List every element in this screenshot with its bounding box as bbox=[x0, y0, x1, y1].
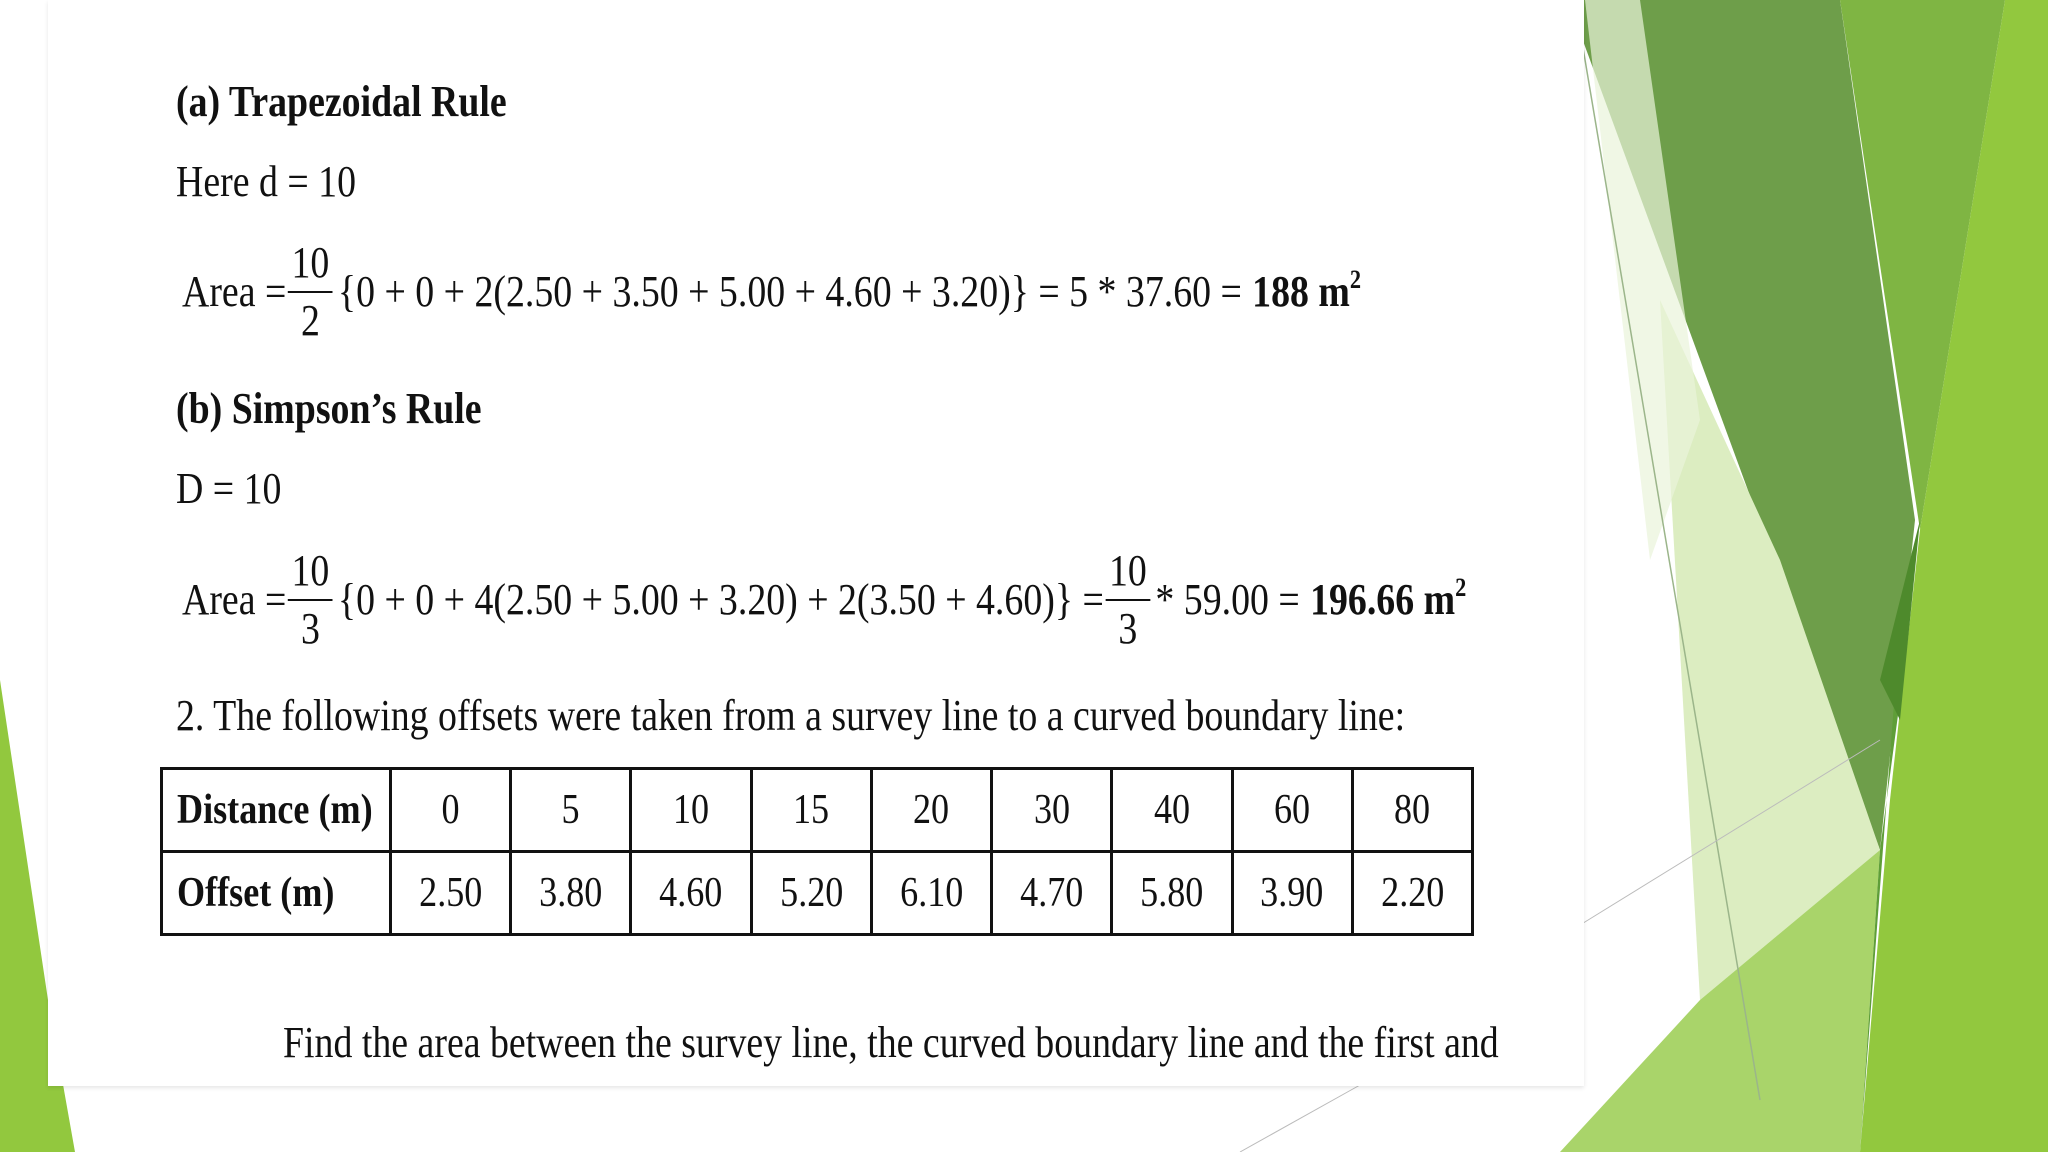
trapezoidal-heading: (a) Trapezoidal Rule bbox=[176, 77, 507, 126]
table-row-offset bbox=[162, 852, 1473, 935]
trapezoidal-result-exponent: 2 bbox=[1349, 265, 1362, 294]
simpson-heading: (b) Simpson’s Rule bbox=[176, 384, 482, 433]
simpson-lhs: Area = bbox=[182, 575, 287, 624]
table-cell bbox=[1112, 769, 1232, 852]
table-cell bbox=[992, 852, 1112, 935]
offset-value: 4.60 bbox=[659, 870, 723, 916]
trapezoidal-fraction bbox=[288, 238, 333, 345]
table-cell bbox=[992, 769, 1112, 852]
trapezoidal-body: {0 + 0 + 2(2.50 + 3.50 + 5.00 + 4.60 + 3.20)} = 5 * 37.60 = bbox=[337, 267, 1242, 316]
table-cell bbox=[631, 852, 751, 935]
offset-value: 3.80 bbox=[539, 870, 603, 916]
table-cell bbox=[1352, 769, 1472, 852]
table-cell bbox=[1112, 852, 1232, 935]
distance-value: 5 bbox=[561, 787, 580, 833]
offset-value: 4.70 bbox=[1020, 870, 1084, 916]
bottom-thin-line-2 bbox=[1240, 1085, 1360, 1152]
simpson-fraction bbox=[288, 546, 333, 653]
table-cell bbox=[751, 852, 871, 935]
table-cell bbox=[871, 769, 991, 852]
trapezoidal-result bbox=[1252, 267, 1361, 317]
table-cell bbox=[1232, 769, 1352, 852]
simpson-result-exponent: 2 bbox=[1455, 573, 1467, 602]
trapezoidal-given: Here d = 10 bbox=[176, 157, 357, 206]
table-cell bbox=[511, 769, 631, 852]
offset-value: 6.10 bbox=[899, 870, 964, 916]
offset-value: 2.50 bbox=[419, 870, 483, 916]
fraction-numerator: 10 bbox=[1106, 549, 1151, 601]
problem-question: Find the area between the survey line, the curved boundary line and the first and bbox=[283, 1018, 1499, 1067]
offset-value: 5.20 bbox=[779, 870, 843, 916]
simpson-given: D = 10 bbox=[176, 464, 282, 513]
distance-value: 15 bbox=[793, 787, 830, 833]
fraction-denominator: 3 bbox=[300, 604, 320, 653]
simpson-tail: * 59.00 = bbox=[1155, 575, 1300, 624]
trapezoidal-lhs: Area = bbox=[182, 267, 287, 316]
distance-value: 0 bbox=[441, 787, 460, 833]
trapezoidal-equation bbox=[182, 232, 1361, 352]
distance-value: 20 bbox=[913, 787, 950, 833]
offset-value: 3.90 bbox=[1260, 870, 1324, 916]
trapezoidal-result-value: 188 m bbox=[1252, 267, 1350, 316]
simpson-body: {0 + 0 + 4(2.50 + 5.00 + 3.20) + 2(3.50 + 4.60)} = bbox=[337, 575, 1104, 624]
row-header-distance bbox=[162, 769, 391, 852]
table-cell bbox=[631, 769, 751, 852]
simpson-equation bbox=[182, 540, 1466, 660]
distance-value: 60 bbox=[1274, 787, 1311, 833]
table-cell bbox=[751, 769, 871, 852]
table-cell bbox=[511, 852, 631, 935]
table-cell bbox=[1232, 852, 1352, 935]
offset-value: 5.80 bbox=[1140, 870, 1204, 916]
simpson-result bbox=[1310, 575, 1466, 625]
simpson-fraction-2 bbox=[1106, 546, 1151, 653]
table-row-distance bbox=[162, 769, 1473, 852]
offset-value: 2.20 bbox=[1380, 870, 1444, 916]
offsets-table bbox=[160, 767, 1474, 936]
table-cell bbox=[1352, 852, 1472, 935]
simpson-result-value: 196.66 m bbox=[1310, 575, 1456, 624]
distance-value: 10 bbox=[672, 787, 710, 833]
row-header-label: Offset (m) bbox=[177, 870, 335, 916]
distance-value: 80 bbox=[1394, 787, 1431, 833]
fraction-denominator: 2 bbox=[300, 296, 320, 345]
row-header-label: Distance (m) bbox=[177, 787, 373, 833]
fraction-numerator: 10 bbox=[288, 549, 333, 601]
table-cell bbox=[391, 769, 511, 852]
table-cell bbox=[391, 852, 511, 935]
problem-statement: 2. The following offsets were taken from a survey line to a curved boundary line: bbox=[176, 691, 1406, 740]
distance-value: 30 bbox=[1033, 787, 1070, 833]
fraction-numerator: 10 bbox=[288, 241, 333, 293]
table-cell bbox=[871, 852, 991, 935]
fraction-denominator: 3 bbox=[1118, 604, 1138, 653]
row-header-offset bbox=[162, 852, 391, 935]
distance-value: 40 bbox=[1153, 787, 1190, 833]
